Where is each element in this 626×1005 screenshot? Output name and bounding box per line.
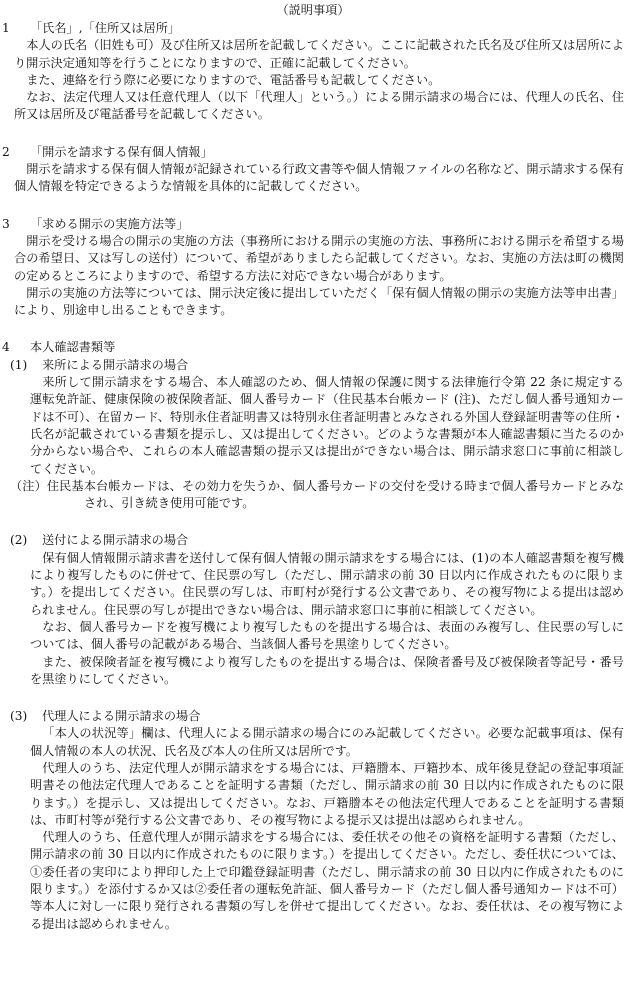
subsection-3-title: 代理人による開示請求の場合	[42, 709, 201, 724]
subsection-2-paragraph-3: また、被保険者証を複写機により複写したものを提出する場合は、保険者番号及び被保険者等記号・番号を黒塗りにしてください。	[30, 654, 624, 686]
subsection-2-number: (2)	[10, 533, 28, 548]
section-1-paragraph-3: なお、法定代理人又は任意代理人（以下「代理人」という。）による開示請求の場合には、代理人の氏名、住所又は居所及び電話番号を記載してください。	[14, 90, 624, 122]
section-4-number: 4	[2, 340, 10, 355]
subsection-1-heading	[2, 357, 624, 374]
subsection-1-note: （注）住民基本台帳カードは、その効力を失うか、個人番号カードの交付を受ける時まで個人番号カードとみなされ、引き続き使用可能です。	[10, 478, 624, 511]
section-2-heading	[2, 144, 624, 161]
subsection-1-title: 来所による開示請求の場合	[42, 357, 189, 372]
section-2-paragraph-1: 開示を請求する保有個人情報が記録されている行政文書等や個人情報ファイルの名称など、開示請求する保有個人情報を特定できるような情報を具体的に記載してください。	[14, 162, 624, 194]
subsection-3-paragraph-2: 代理人のうち、法定代理人が開示請求をする場合には、戸籍謄本、戸籍抄本、成年後見登記の登記事項証明書その他法定代理人であることを証明する書類（ただし、開示請求の前 30 日以内に作成されたものに限ります。）を提示し、又は提出してください。なお、戸籍謄本その他法定代理人であることを証明する書類は、市町村等が発行する公文書であり、その複写物による提示又は提出は認められません。	[30, 760, 624, 827]
document-title: （説明事項）	[276, 3, 350, 17]
subsection-3-paragraph-1: 「本人の状況等」欄は、代理人による開示請求の場合にのみ記載してください。必要な記載事項は、保有個人情報の本人の状況、氏名及び本人の住所又は居所です。	[30, 726, 624, 758]
section-1-paragraph-1: 本人の氏名（旧姓も可）及び住所又は居所を記載してください。ここに記載された氏名及び住所又は居所により開示決定通知等を行うことになりますので、正確に記載してください。	[14, 38, 624, 70]
section-1-paragraph-2: また、連絡を行う際に必要になりますので、電話番号も記載してください。	[26, 72, 441, 87]
section-2-title: 「開示を請求する保有個人情報」	[30, 144, 213, 159]
section-2-number: 2	[2, 144, 10, 159]
section-3-paragraph-1: 開示を受ける場合の開示の実施の方法（事務所における開示の実施の方法、事務所における開示を希望する場合の希望日、又は写しの送付）について、希望がありましたら記載してください。なお、実施の方法は町の機関の定めるところによりますので、希望する方法に対応できない場合があります。	[14, 233, 624, 283]
section-4-title: 本人確認書類等	[30, 340, 116, 355]
subsection-2-paragraph-1: 保有個人情報開示請求書を送付して保有個人情報の開示請求をする場合には、(1)の本人確認書類を複写機により複写したものに併せて、住民票の写し（ただし、開示請求の前 30 日以内に作成されたものに限ります。）を提出してください。住民票の写しは、市町村が発行する公文書であり、その複写物による提出は認められません。住民票の写しが提出できない場合は、開示請求窓口に事前に相談してください。	[30, 550, 624, 617]
subsection-2-paragraph-2: なお、個人番号カードを複写機により複写したものを提出する場合は、表面のみ複写し、住民票の写しについては、個人番号の記載がある場合、当該個人番号を黒塗りしてください。	[30, 619, 624, 652]
subsection-3-number: (3)	[10, 709, 28, 724]
subsection-3-heading	[2, 708, 624, 725]
section-1-heading	[2, 20, 624, 37]
subsection-2-heading	[2, 532, 624, 549]
section-3-number: 3	[2, 216, 10, 231]
subsection-1-paragraph-1: 来所して開示請求をする場合、本人確認のため、個人情報の保護に関する法律施行令第 22 条に規定する運転免許証、健康保険の被保険者証、個人番号カード（住民基本台帳カード (注)、ただし個人番号通知カードは不可）、在留カード、特別永住者証明書又は特別永住者証明書とみなされる外国人登録証明書等の住所・氏名が記載されている書類を提示し、又は提出してください。どのような書類が本人確認書類に当たるのか分からない場合や、これらの本人確認書類の提示又は提出ができない場合は、開示請求窓口に事前に相談してください。	[30, 375, 624, 476]
subsection-3-paragraph-3: 代理人のうち、任意代理人が開示請求をする場合には、委任状その他その資格を証明する書類（ただし、開示請求の前 30 日以内に作成されたものに限ります。）を提出してください。ただし、委任状については、①委任者の実印により押印した上で印鑑登録証明書（ただし、開示請求の前 30 日以内に作成されたものに限ります。）を添付するか又は②委任者の運転免許証、個人番号カード（ただし個人番号通知カードは不可）等本人に対し一に限り発行される書類の写しを併せて提出してください。なお、委任状は、その複写物による提出は認められません。	[30, 830, 624, 931]
section-3-heading	[2, 216, 624, 233]
section-3-paragraph-2: 開示の実施の方法等については、開示決定後に提出していただく「保有個人情報の開示の実施方法等申出書」により、別途申し出ることもできます。	[14, 285, 624, 318]
subsection-1-number: (1)	[10, 357, 28, 372]
section-1-title: 「氏名」,「住所又は居所」	[30, 21, 181, 35]
subsection-2-title: 送付による開示請求の場合	[42, 533, 189, 548]
section-1-number: 1	[2, 21, 10, 35]
section-4-heading	[2, 339, 624, 356]
section-3-title: 「求める開示の実施方法等」	[30, 216, 189, 231]
